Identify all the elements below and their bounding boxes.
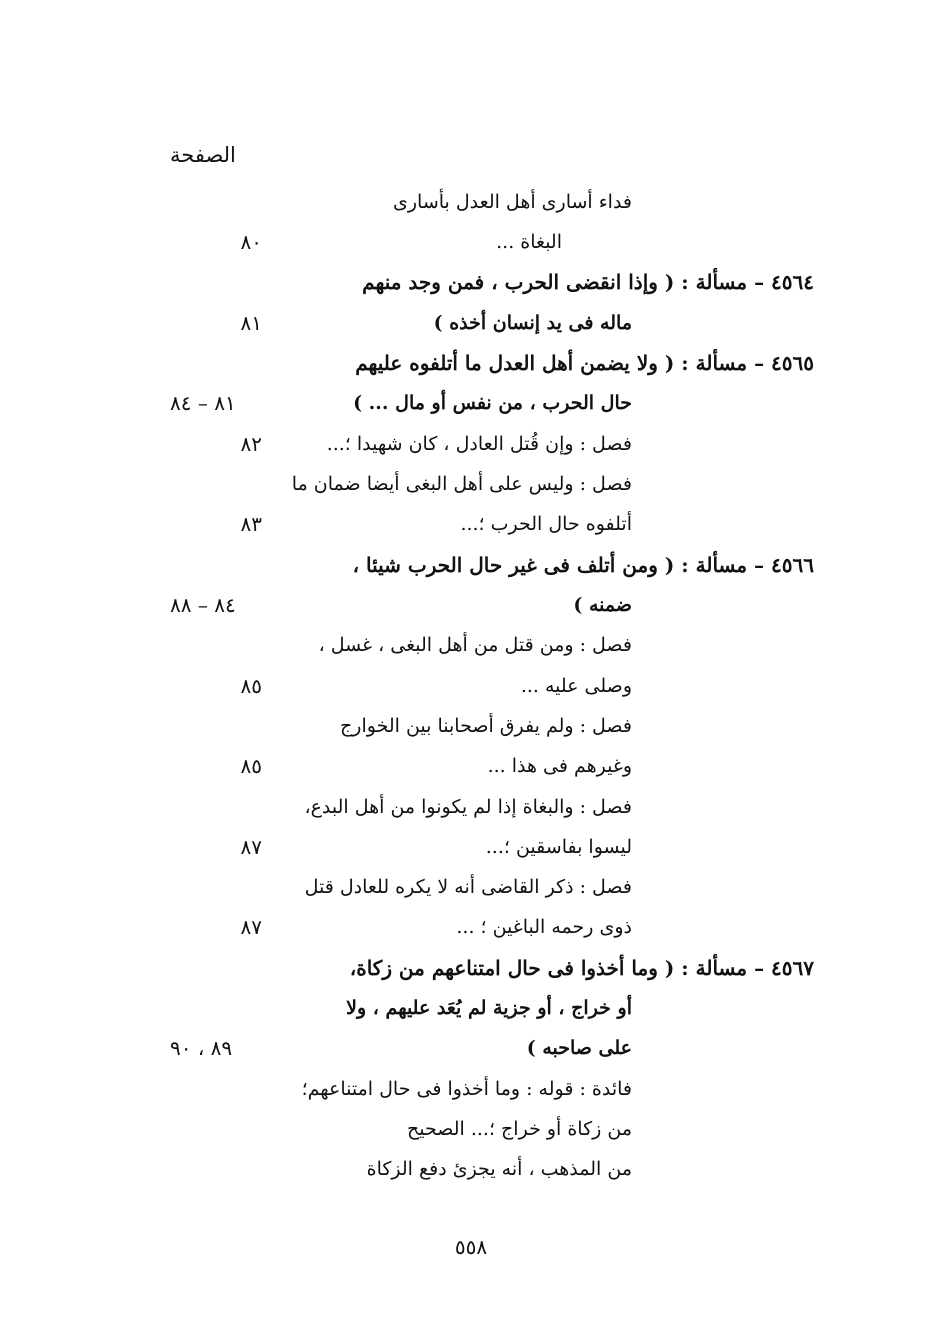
entry-continuation: وغيرهم فى هذا ... [487, 755, 632, 777]
entry-continuation: على صاحبه ) [526, 1037, 632, 1059]
page-reference: ٨٠ [240, 230, 262, 254]
entry-continuation: أتلفوه حال الحرب ؛... [460, 513, 632, 535]
page-column-header: الصفحة [170, 143, 236, 167]
entry-continuation: ماله فى يد إنسان أخذه ) [433, 312, 632, 334]
entry-continuation: ضمنه ) [573, 594, 632, 616]
page-reference: ٨٥ [240, 674, 262, 698]
masala-entry: ٤٥٦٤ – مسألة : ( وإذا انقضى الحرب ، فمن وجد منهم [362, 270, 814, 294]
page-reference: ٨٣ [240, 512, 262, 536]
page-reference: ٨٤ – ٨٨ [170, 593, 236, 617]
entry-continuation: ليسوا بفاسقين ؛... [485, 836, 632, 858]
fasl-entry: فصل : ذكر القاضى أنه لا يكره للعادل قتل [304, 876, 632, 898]
masala-entry: ٤٥٦٥ – مسألة : ( ولا يضمن أهل العدل ما أتلفوه عليهم [355, 351, 814, 375]
faida-entry: فائدة : قوله : وما أخذوا فى حال امتناعهم؛ [301, 1078, 632, 1100]
page-reference: ٨٥ [240, 754, 262, 778]
page-number: ٥٥٨ [454, 1235, 488, 1259]
masala-entry: ٤٥٦٦ – مسألة : ( ومن أتلف فى غير حال الحرب شيئا ، [352, 553, 814, 577]
page-reference: ٨٧ [240, 915, 262, 939]
masala-entry: ٤٥٦٧ – مسألة : ( وما أخذوا فى حال امتناعهم من زكاة، [349, 956, 814, 980]
entry-continuation: وصلى عليه ... [520, 675, 632, 697]
entry-continuation: ذوى رحمه الباغين ؛ ... [456, 916, 632, 938]
entry-continuation: فداء أسارى أهل العدل بأسارى [393, 191, 632, 213]
page-reference: ٨١ – ٨٤ [170, 391, 236, 415]
entry-continuation: من المذهب ، أنه يجزئ دفع الزكاة [366, 1158, 632, 1180]
entry-continuation: من زكاة أو خراج ؛... الصحيح [407, 1118, 632, 1140]
fasl-entry: فصل : والبغاة إذا لم يكونوا من أهل البدع، [304, 796, 632, 818]
fasl-entry: فصل : ومن قتل من أهل البغى ، غسل ، [318, 634, 632, 656]
page-reference: ٨٧ [240, 835, 262, 859]
page-reference: ٨٢ [240, 432, 262, 456]
fasl-entry: فصل : وإن قُتل العادل ، كان شهيدا ؛... [326, 433, 632, 455]
page-reference: ٨٩ ، ٩٠ [170, 1036, 233, 1060]
fasl-entry: فصل : ولم يفرق أصحابنا بين الخوارج [340, 715, 632, 737]
page-reference: ٨١ [240, 311, 262, 335]
fasl-entry: فصل : وليس على أهل البغى أيضا ضمان ما [291, 473, 632, 495]
entry-continuation: حال الحرب ، من نفس أو مال ... ) [353, 392, 632, 414]
entry-continuation: البغاة ... [496, 231, 562, 253]
entry-continuation: أو خراج ، أو جزية لم يُعَد عليهم ، ولا [346, 997, 632, 1019]
